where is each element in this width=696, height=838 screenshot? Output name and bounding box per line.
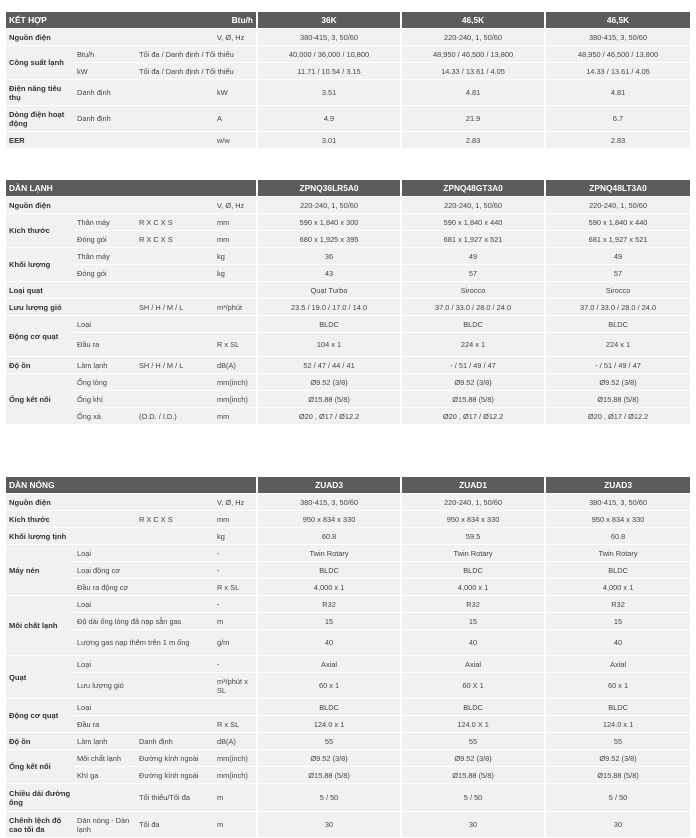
model-header: ZPNQ36LR5A0 (256, 180, 400, 197)
spec-row: Ống kết nối Môi chất lạnh Đường kính ngoài mm(inch) Ø9.52 (3/8) Ø9.52 (3/8) Ø9.52 (3/8) (6, 750, 690, 767)
spec-row: Kích thước Thân máy R X C X S mm 590 x 1,840 x 300 590 x 1,840 x 440 590 x 1,840 x 440 (6, 214, 690, 231)
spec-row: Quạt Loại - Axial Axial Axial (6, 656, 690, 673)
spec-row: Độ ồn Làm lạnh SH / H / M / L dB(A) 52 / 47 / 44 / 41 - / 51 / 49 / 47 - / 51 / 49 / 47 (6, 357, 690, 374)
spec-row: Công suất lạnh Btu/h Tối đa / Danh định / Tối thiểu 40,000 / 36,000 / 10,800 48,950 / 46,500 / 13,800 48,950 / 46,500 / 13,800 (6, 46, 690, 63)
model-header: 46,5K (544, 12, 690, 29)
spec-row: kW Tối đa / Danh định / Tối thiểu 11.71 / 10.54 / 3.15 14.33 / 13.61 / 4.05 14.33 / 13.61 / 4.05 (6, 63, 690, 80)
model-header: ZUAD3 (256, 477, 400, 494)
unit-header: Btu/h (214, 12, 256, 29)
model-header: ZUAD3 (544, 477, 690, 494)
spec-row: Nguồn điện V, Ø, Hz 380-415, 3, 50/60 220-240, 1, 50/60 380-415, 3, 50/60 (6, 29, 690, 46)
model-header: ZPNQ48LT3A0 (544, 180, 690, 197)
spec-row: Lưu lượng gió m³/phút x SL 60 x 1 60 X 1 60 x 1 (6, 673, 690, 699)
section-header (6, 477, 690, 494)
spec-row: Kích thước R X C X S mm 950 x 834 x 330 950 x 834 x 330 950 x 834 x 330 (6, 511, 690, 528)
spec-row: Ống khí mm(inch) Ø15.88 (5/8) Ø15.88 (5/8) Ø15.88 (5/8) (6, 391, 690, 408)
model-header: 46,5K (400, 12, 544, 29)
section-title: DÀN LẠNH (6, 180, 256, 197)
spec-row: Khối lượng Thân máy kg 36 49 49 (6, 248, 690, 265)
spec-row: Ống kết nối Ống lỏng mm(inch) Ø9.52 (3/8) Ø9.52 (3/8) Ø9.52 (3/8) (6, 374, 690, 391)
spec-row: Loại động cơ - BLDC BLDC BLDC (6, 562, 690, 579)
spec-row: Ống xả (O.D. / I.D.) mm Ø20 , Ø17 / Ø12.2 Ø20 , Ø17 / Ø12.2 Ø20 , Ø17 / Ø12.2 (6, 408, 690, 425)
section-title: DÀN NÓNG (6, 477, 256, 494)
spec-row: Máy nén Loại - Twin Rotary Twin Rotary Twin Rotary (6, 545, 690, 562)
spec-row: Đầu ra R x SL 124.0 x 1 124.0 X 1 124.0 x 1 (6, 716, 690, 733)
spec-table-indoor (6, 180, 690, 425)
spec-row: Độ ồn Làm lạnh Danh định dB(A) 55 55 55 (6, 733, 690, 750)
section-header (6, 12, 690, 29)
spec-row: Loại quạt Quạt Turbo Sirocco Sirocco (6, 282, 690, 299)
model-header: 36K (256, 12, 400, 29)
spec-row: Nguồn điện V, Ø, Hz 220-240, 1, 50/60 220-240, 1, 50/60 220-240, 1, 50/60 (6, 197, 690, 214)
spec-table-outdoor (6, 477, 690, 838)
spec-row: Chênh lệch độ cao tối đa Dàn nóng - Dàn lạnh Tối đa m 30 30 30 (6, 812, 690, 838)
spec-row: Đóng gói kg 43 57 57 (6, 265, 690, 282)
model-header: ZUAD1 (400, 477, 544, 494)
spec-row: Khí ga Đường kính ngoài mm(inch) Ø15.88 (5/8) Ø15.88 (5/8) Ø15.88 (5/8) (6, 767, 690, 784)
spec-table-combination (6, 12, 690, 149)
spec-row: Chiều dài đường ống Tối thiểu/Tối đa m 5 / 50 5 / 50 5 / 50 (6, 784, 690, 812)
spec-row: Khối lượng tịnh kg 60.8 59.5 60.8 (6, 528, 690, 545)
spec-row: Đầu ra R x SL 104 x 1 224 x 1 224 x 1 (6, 333, 690, 357)
spec-row: Lưu lượng gió SH / H / M / L m³/phút 23.5 / 19.0 / 17.0 / 14.0 37.0 / 33.0 / 28.0 / 24.0 37.0 / 33.0 / 28.0 / 24.0 (6, 299, 690, 316)
spec-row: Môi chất lạnh Loại - R32 R32 R32 (6, 596, 690, 613)
spec-row: Dòng điện hoạt động Danh định A 4.9 21.9 6.7 (6, 106, 690, 132)
spec-row: Động cơ quạt Loại BLDC BLDC BLDC (6, 699, 690, 716)
spec-row: EER w/w 3.01 2.83 2.83 (6, 132, 690, 149)
spec-row: Điện năng tiêu thụ Danh định kW 3.51 4.81 4.81 (6, 80, 690, 106)
spec-row: Nguồn điện V, Ø, Hz 380-415, 3, 50/60 220-240, 1, 50/60 380-415, 3, 50/60 (6, 494, 690, 511)
spec-row: Đầu ra động cơ R x SL 4,000 x 1 4,000 x 1 4,000 x 1 (6, 579, 690, 596)
section-header (6, 180, 690, 197)
spec-row: Lượng gas nạp thêm trên 1 m ống g/m 40 40 40 (6, 630, 690, 656)
spec-row: Độ dài ống lỏng đã nạp sẵn gas m 15 15 15 (6, 613, 690, 630)
spec-row: Đóng gói R X C X S mm 680 x 1,925 x 395 681 x 1,927 x 521 681 x 1,927 x 521 (6, 231, 690, 248)
model-header: ZPNQ48GT3A0 (400, 180, 544, 197)
section-title: KẾT HỢP (6, 12, 214, 29)
spec-row: Động cơ quạt Loại BLDC BLDC BLDC (6, 316, 690, 333)
